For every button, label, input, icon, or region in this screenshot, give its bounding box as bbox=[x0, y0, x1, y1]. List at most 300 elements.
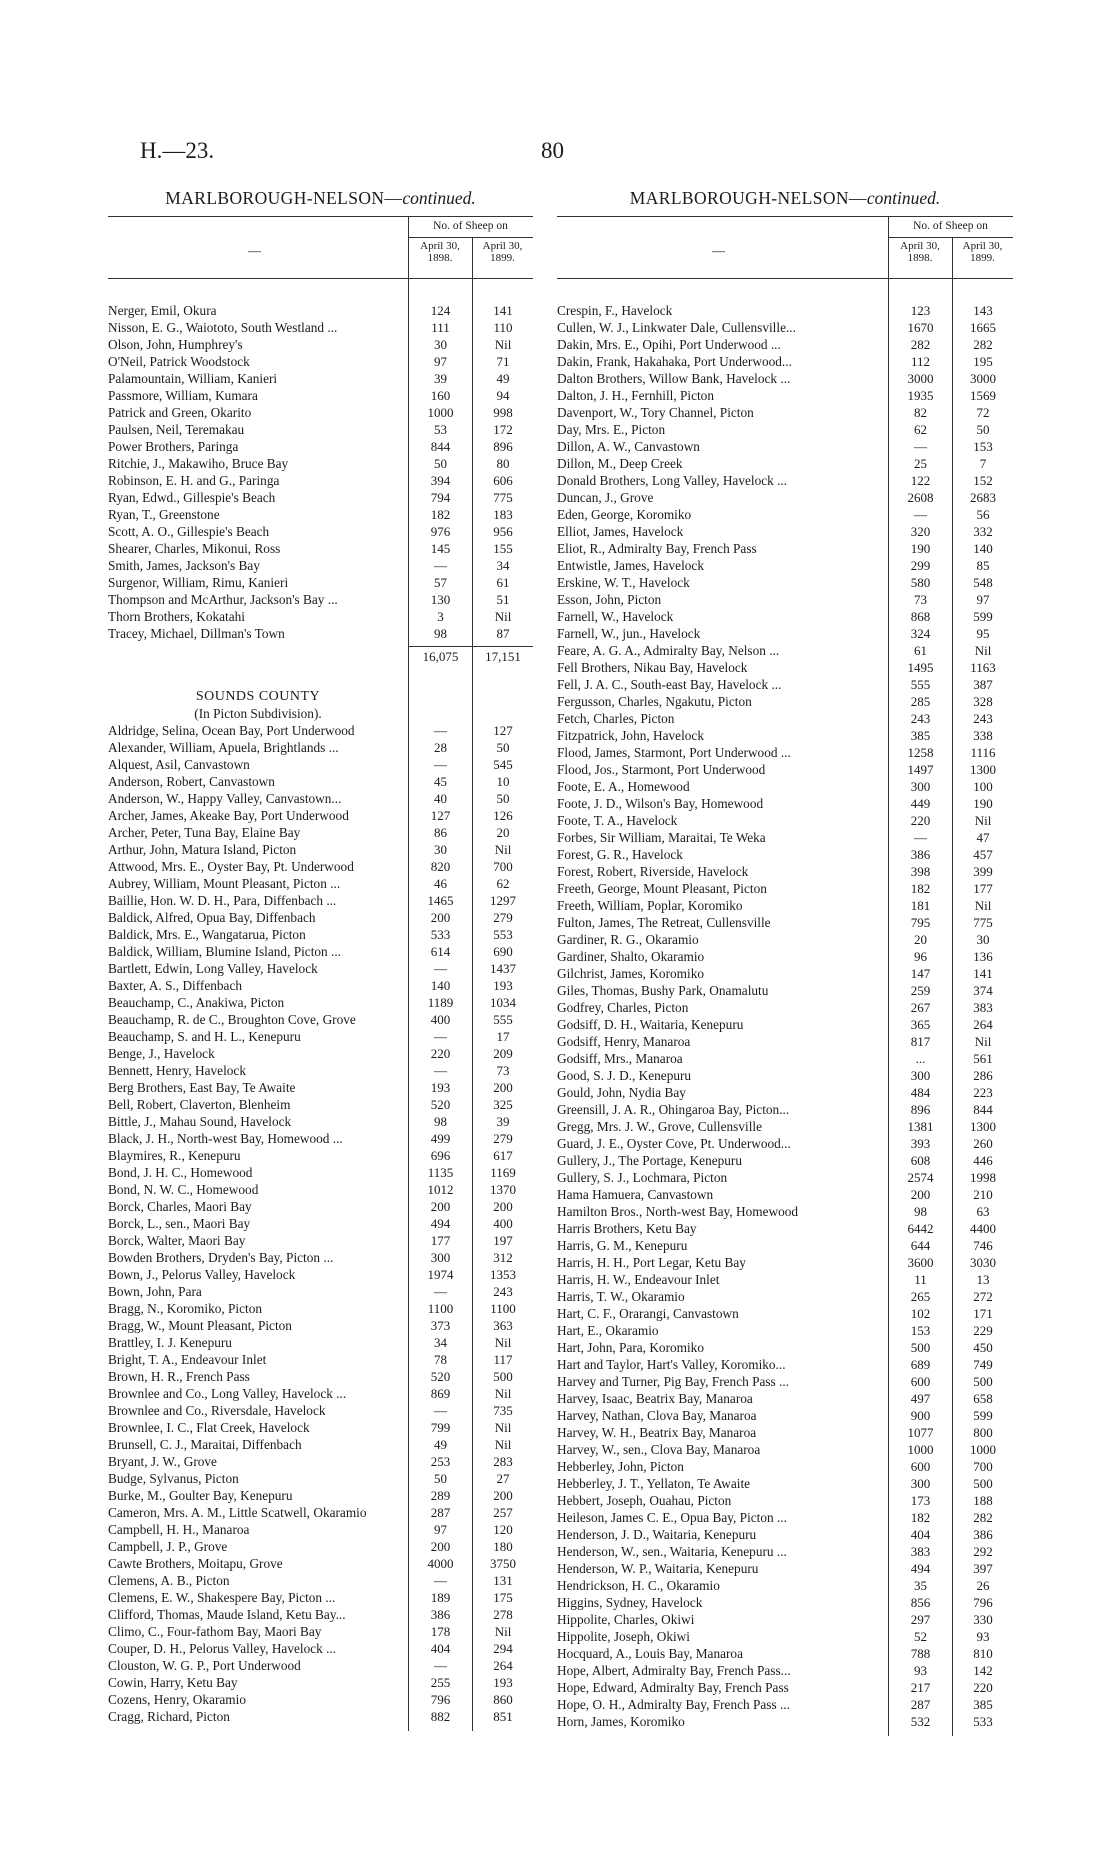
table-row bbox=[108, 472, 533, 489]
table-row bbox=[557, 659, 1013, 676]
table-row bbox=[557, 557, 1013, 574]
sheep-1899: 34 bbox=[496, 558, 510, 573]
owner-name: Brown, H. R., French Pass bbox=[108, 1369, 250, 1384]
sheep-1899: 1998 bbox=[970, 1170, 996, 1185]
sheep-1898: 86 bbox=[434, 825, 447, 840]
sheep-1899: Nil bbox=[974, 813, 992, 828]
owner-name: Campbell, J. P., Grove bbox=[108, 1539, 228, 1554]
sheep-1899: 117 bbox=[493, 1352, 513, 1367]
owner-name: Bragg, N., Koromiko, Picton bbox=[108, 1301, 263, 1316]
owner-name: Esson, John, Picton bbox=[557, 592, 662, 607]
owner-name: Paulsen, Neil, Teremakau bbox=[108, 422, 245, 437]
table-row bbox=[108, 1079, 533, 1096]
title-main: MARLBOROUGH-NELSON— bbox=[165, 188, 403, 208]
sheep-1899: 10 bbox=[496, 774, 510, 789]
table-row bbox=[557, 1424, 1013, 1441]
sheep-1898: 1189 bbox=[427, 995, 454, 1010]
owner-name: Erskine, W. T., Havelock bbox=[557, 575, 690, 590]
sheep-1898: 1000 bbox=[427, 405, 454, 420]
table-row bbox=[108, 1504, 533, 1521]
sheep-1898: 20 bbox=[914, 932, 927, 947]
table-row bbox=[557, 1492, 1013, 1509]
owner-name: Scott, A. O., Gillespie's Beach bbox=[108, 524, 270, 539]
sheep-1898: 300 bbox=[430, 1250, 451, 1265]
sheep-1899: 4400 bbox=[970, 1221, 996, 1236]
sheep-1899: 223 bbox=[973, 1085, 993, 1100]
sheep-1898: 124 bbox=[430, 303, 451, 318]
table-row bbox=[557, 1713, 1013, 1730]
sheep-1899: Nil bbox=[494, 1335, 512, 1350]
sheep-1898: 299 bbox=[910, 558, 931, 573]
sheep-1899: 312 bbox=[493, 1250, 513, 1265]
owner-name: Nerger, Emil, Okura bbox=[108, 303, 217, 318]
sheep-1898: 98 bbox=[914, 1204, 927, 1219]
sheep-1899: Nil bbox=[974, 643, 992, 658]
table-row bbox=[108, 1521, 533, 1538]
sheep-1899: 243 bbox=[973, 711, 993, 726]
sheep-1898: 532 bbox=[910, 1714, 931, 1729]
table-row bbox=[557, 1169, 1013, 1186]
table-row bbox=[108, 1045, 533, 1062]
sheep-1898: 78 bbox=[434, 1352, 447, 1367]
sheep-1898: — bbox=[434, 558, 447, 573]
owner-name: Dakin, Mrs. E., Opihi, Port Underwood ... bbox=[557, 337, 781, 352]
owner-name: Ryan, Edwd., Gillespie's Beach bbox=[108, 490, 276, 505]
table-row bbox=[557, 1526, 1013, 1543]
sheep-1898: 96 bbox=[914, 949, 927, 964]
sheep-1899: 555 bbox=[493, 1012, 513, 1027]
sheep-1899: 26 bbox=[976, 1578, 990, 1593]
sheep-1899: 385 bbox=[973, 1697, 993, 1712]
sheep-1899: 844 bbox=[973, 1102, 993, 1117]
table-row bbox=[557, 336, 1013, 353]
owner-name: Borck, Charles, Maori Bay bbox=[108, 1199, 252, 1214]
table-row bbox=[108, 1062, 533, 1079]
sheep-1898: 494 bbox=[430, 1216, 451, 1231]
table-row bbox=[108, 892, 533, 909]
owner-name: Gullery, S. J., Lochmara, Picton bbox=[557, 1170, 728, 1185]
sheep-1898: 62 bbox=[914, 422, 927, 437]
sheep-1898: — bbox=[914, 830, 927, 845]
owner-name: Forest, G. R., Havelock bbox=[557, 847, 683, 862]
col1-header bbox=[888, 240, 952, 264]
sheep-1898: 499 bbox=[430, 1131, 451, 1146]
table-row bbox=[108, 540, 533, 557]
sheep-1898: 289 bbox=[430, 1488, 451, 1503]
sheep-1898: 181 bbox=[910, 898, 931, 913]
table-row bbox=[557, 1101, 1013, 1118]
owner-name: Hippolite, Joseph, Okiwi bbox=[557, 1629, 690, 1644]
table-row bbox=[557, 1118, 1013, 1135]
owner-name: Archer, James, Akeake Bay, Port Underwood bbox=[108, 808, 349, 823]
sheep-1898: 200 bbox=[910, 1187, 931, 1202]
sheep-1899: 126 bbox=[493, 808, 513, 823]
table-row bbox=[557, 540, 1013, 557]
sheep-1899: 183 bbox=[493, 507, 513, 522]
owner-name: Greensill, J. A. R., Ohingaroa Bay, Picton... bbox=[557, 1102, 790, 1117]
table-row bbox=[557, 931, 1013, 948]
sheep-1898: — bbox=[914, 507, 927, 522]
column-rule bbox=[472, 279, 473, 1731]
sheep-1899: 599 bbox=[973, 1408, 993, 1423]
sheep-1898: 869 bbox=[430, 1386, 451, 1401]
table-row bbox=[557, 1135, 1013, 1152]
table-row bbox=[108, 302, 533, 319]
owner-name: Borck, Walter, Maori Bay bbox=[108, 1233, 246, 1248]
sheep-1899: 177 bbox=[973, 881, 993, 896]
owner-name: Fetch, Charles, Picton bbox=[557, 711, 675, 726]
owner-name: Gardiner, Shalto, Okaramio bbox=[557, 949, 705, 964]
sheep-1898: 287 bbox=[910, 1697, 931, 1712]
owner-name: Forest, Robert, Riverside, Havelock bbox=[557, 864, 749, 879]
sheep-1898: — bbox=[914, 439, 927, 454]
sheep-1899: 1116 bbox=[970, 745, 996, 760]
owner-name: Surgenor, William, Rimu, Kanieri bbox=[108, 575, 289, 590]
owner-name: Clouston, W. G. P., Port Underwood bbox=[108, 1658, 301, 1673]
sheep-1898: 122 bbox=[910, 473, 931, 488]
sheep-1899: 283 bbox=[493, 1454, 513, 1469]
sheep-1899: 446 bbox=[973, 1153, 993, 1168]
sheep-1899: 282 bbox=[973, 1510, 993, 1525]
sheep-1898: 57 bbox=[434, 575, 447, 590]
sheep-1899: 749 bbox=[973, 1357, 993, 1372]
table-row bbox=[557, 1475, 1013, 1492]
sheep-1898: 449 bbox=[910, 796, 931, 811]
sheep-1898: 1100 bbox=[427, 1301, 454, 1316]
sheep-1899: 7 bbox=[979, 456, 987, 471]
table-row bbox=[108, 557, 533, 574]
table-row bbox=[108, 807, 533, 824]
owner-name: Thompson and McArthur, Jackson's Bay ... bbox=[108, 592, 338, 607]
owner-name: Harris, H. H., Port Legar, Ketu Bay bbox=[557, 1255, 746, 1270]
sheep-1898: 35 bbox=[914, 1578, 927, 1593]
owner-name: Shearer, Charles, Mikonui, Ross bbox=[108, 541, 281, 556]
sheep-1899: 1353 bbox=[490, 1267, 516, 1282]
sheep-1899: 1297 bbox=[490, 893, 516, 908]
table-row bbox=[108, 739, 533, 756]
sheep-1899: 386 bbox=[973, 1527, 993, 1542]
sheep-1899: 257 bbox=[493, 1505, 513, 1520]
sheep-1899: 700 bbox=[493, 859, 513, 874]
table-row bbox=[108, 1572, 533, 1589]
sheep-1898: 1135 bbox=[427, 1165, 454, 1180]
owner-name: Alexander, William, Apuela, Brightlands ... bbox=[108, 740, 339, 755]
owner-name: Crespin, F., Havelock bbox=[557, 303, 673, 318]
owner-name: Henderson, J. D., Waitaria, Kenepuru bbox=[557, 1527, 757, 1542]
owner-name: Foote, T. A., Havelock bbox=[557, 813, 678, 828]
sheep-1898: — bbox=[434, 1284, 447, 1299]
table-row bbox=[108, 875, 533, 892]
sheep-1899: 51 bbox=[496, 592, 510, 607]
table-row bbox=[557, 625, 1013, 642]
table-row bbox=[557, 982, 1013, 999]
table-row bbox=[557, 1033, 1013, 1050]
owner-name: Ritchie, J., Makawiho, Bruce Bay bbox=[108, 456, 289, 471]
col1-year: 1898. bbox=[427, 252, 453, 264]
owner-name: Hart, John, Para, Koromiko bbox=[557, 1340, 704, 1355]
table-row bbox=[108, 1181, 533, 1198]
sheep-1899: 617 bbox=[493, 1148, 513, 1163]
table-row bbox=[557, 676, 1013, 693]
sheep-1899: 200 bbox=[493, 1080, 513, 1095]
sheep-1899: 400 bbox=[493, 1216, 513, 1231]
sheep-1898: — bbox=[434, 961, 447, 976]
sheep-1899: 860 bbox=[493, 1692, 513, 1707]
sheep-1899: 746 bbox=[973, 1238, 993, 1253]
owner-name: Bright, T. A., Endeavour Inlet bbox=[108, 1352, 267, 1367]
sheep-1899: 387 bbox=[973, 677, 993, 692]
owner-name: Dillon, M., Deep Creek bbox=[557, 456, 683, 471]
sheep-1898: 1012 bbox=[427, 1182, 454, 1197]
table-row bbox=[557, 438, 1013, 455]
table-row bbox=[108, 841, 533, 858]
table-row bbox=[557, 1067, 1013, 1084]
table-row bbox=[108, 1215, 533, 1232]
owner-name: Flood, Jos., Starmont, Port Underwood bbox=[557, 762, 766, 777]
sheep-1898: 300 bbox=[910, 779, 931, 794]
owner-name: Gullery, J., The Portage, Kenepuru bbox=[557, 1153, 743, 1168]
sheep-1898: 4000 bbox=[427, 1556, 454, 1571]
owner-name: Brownlee and Co., Long Valley, Havelock ... bbox=[108, 1386, 347, 1401]
sheep-1899: 1300 bbox=[970, 1119, 996, 1134]
column-rule bbox=[888, 279, 889, 1736]
sheep-1899: 294 bbox=[493, 1641, 513, 1656]
sheep-1899: 80 bbox=[496, 456, 510, 471]
sheep-1898: 394 bbox=[430, 473, 451, 488]
col2-label: April 30, bbox=[482, 240, 523, 252]
sheep-1899: Nil bbox=[494, 337, 512, 352]
sheep-1899: 229 bbox=[973, 1323, 993, 1338]
column-title bbox=[557, 188, 1013, 212]
total-1899: 17,151 bbox=[473, 646, 533, 668]
owner-name: Elliot, James, Havelock bbox=[557, 524, 684, 539]
sheep-1899: 3000 bbox=[970, 371, 996, 386]
sheep-1899: 72 bbox=[976, 405, 990, 420]
sheep-1898: — bbox=[434, 757, 447, 772]
sheep-1899: 50 bbox=[496, 791, 510, 806]
sheep-1898: 385 bbox=[910, 728, 931, 743]
sheep-1899: 690 bbox=[493, 944, 513, 959]
owner-name: Smith, James, Jackson's Bay bbox=[108, 558, 260, 573]
sheep-1898: 255 bbox=[430, 1675, 451, 1690]
table-row bbox=[108, 943, 533, 960]
sheep-1898: 220 bbox=[910, 813, 931, 828]
sheep-1899: 278 bbox=[493, 1607, 513, 1622]
owner-name: Forbes, Sir William, Maraitai, Te Weka bbox=[557, 830, 766, 845]
table-row bbox=[108, 1249, 533, 1266]
sheep-1899: 30 bbox=[976, 932, 990, 947]
sheep-1898: 297 bbox=[910, 1612, 931, 1627]
sheep-1898: 820 bbox=[430, 859, 451, 874]
table-row bbox=[557, 1288, 1013, 1305]
sheep-1898: 324 bbox=[910, 626, 931, 641]
table-row bbox=[108, 608, 533, 625]
sheep-1898: 365 bbox=[910, 1017, 931, 1032]
owner-name: Brownlee, I. C., Flat Creek, Havelock bbox=[108, 1420, 310, 1435]
table-row bbox=[108, 1623, 533, 1640]
sheep-1898: 200 bbox=[430, 910, 451, 925]
sheep-1899: 155 bbox=[493, 541, 513, 556]
owner-name: Bennett, Henry, Havelock bbox=[108, 1063, 246, 1078]
sheep-1899: 553 bbox=[493, 927, 513, 942]
sheep-1898: 386 bbox=[910, 847, 931, 862]
owner-name: Freeth, George, Mount Pleasant, Picton bbox=[557, 881, 767, 896]
owner-name: Clifford, Thomas, Maude Island, Ketu Bay... bbox=[108, 1607, 346, 1622]
owner-name: Beauchamp, C., Anakiwa, Picton bbox=[108, 995, 285, 1010]
sheep-1898: 799 bbox=[430, 1420, 451, 1435]
sheep-1898: 844 bbox=[430, 439, 451, 454]
owner-name: Gould, John, Nydia Bay bbox=[557, 1085, 686, 1100]
sheep-1899: 3750 bbox=[490, 1556, 516, 1571]
sheep-1898: — bbox=[434, 723, 447, 738]
table-row bbox=[557, 421, 1013, 438]
table-row bbox=[108, 1266, 533, 1283]
table-row bbox=[108, 1130, 533, 1147]
owner-name: Baillie, Hon. W. D. H., Para, Diffenbach ... bbox=[108, 893, 337, 908]
table-row bbox=[108, 1028, 533, 1045]
sheep-1898: 140 bbox=[430, 978, 451, 993]
col2-year: 1899. bbox=[970, 252, 995, 264]
owner-name: Giles, Thomas, Bushy Park, Onamalutu bbox=[557, 983, 769, 998]
owner-name: Horn, James, Koromiko bbox=[557, 1714, 685, 1729]
sheep-1898: 3000 bbox=[907, 371, 934, 386]
table-row bbox=[557, 574, 1013, 591]
table-row bbox=[557, 761, 1013, 778]
owner-name: Godsiff, D. H., Waitaria, Kenepuru bbox=[557, 1017, 744, 1032]
sheep-1898: 320 bbox=[910, 524, 931, 539]
owner-name: Good, S. J. D., Kenepuru bbox=[557, 1068, 692, 1083]
owner-name: Eden, George, Koromiko bbox=[557, 507, 692, 522]
table-row bbox=[557, 608, 1013, 625]
sheep-1899: Nil bbox=[974, 1034, 992, 1049]
sheep-1899: 200 bbox=[493, 1199, 513, 1214]
sheep-1899: 545 bbox=[493, 757, 513, 772]
sheep-1899: 94 bbox=[496, 388, 510, 403]
owner-name: Godfrey, Charles, Picton bbox=[557, 1000, 689, 1015]
table-row bbox=[557, 710, 1013, 727]
sheep-1898: 97 bbox=[434, 1522, 447, 1537]
table-row bbox=[557, 897, 1013, 914]
sheep-1899: Nil bbox=[494, 842, 512, 857]
owner-name: Harvey, Nathan, Clova Bay, Manaroa bbox=[557, 1408, 757, 1423]
col1-header bbox=[408, 240, 472, 264]
sheep-1898: 689 bbox=[910, 1357, 931, 1372]
sheep-1898: 882 bbox=[430, 1709, 451, 1724]
owner-name: Farnell, W., jun., Havelock bbox=[557, 626, 701, 641]
sheep-1898: 127 bbox=[430, 808, 451, 823]
owner-name: Baldick, William, Blumine Island, Picton ... bbox=[108, 944, 342, 959]
sheep-1899: 338 bbox=[973, 728, 993, 743]
sheep-1898: 30 bbox=[434, 842, 447, 857]
sheep-1899: 1569 bbox=[970, 388, 996, 403]
sheep-1899: 3030 bbox=[970, 1255, 996, 1270]
sheep-1899: 599 bbox=[973, 609, 993, 624]
owner-name: Bragg, W., Mount Pleasant, Picton bbox=[108, 1318, 292, 1333]
sheep-1899: 383 bbox=[973, 1000, 993, 1015]
sheep-1898: 788 bbox=[910, 1646, 931, 1661]
owner-name: Harvey, Isaac, Beatrix Bay, Manaroa bbox=[557, 1391, 753, 1406]
owner-name: Bittle, J., Mahau Sound, Havelock bbox=[108, 1114, 292, 1129]
sheep-1898: 614 bbox=[430, 944, 451, 959]
sheep-1899: 17 bbox=[496, 1029, 510, 1044]
col2-label: April 30, bbox=[962, 240, 1003, 252]
sheep-1899: 85 bbox=[976, 558, 990, 573]
table-row bbox=[557, 1220, 1013, 1237]
sheep-1899: Nil bbox=[494, 1437, 512, 1452]
table-row bbox=[108, 1283, 533, 1300]
owner-name: Cullen, W. J., Linkwater Dale, Cullensville... bbox=[557, 320, 796, 335]
sheep-1898: 61 bbox=[914, 643, 927, 658]
owner-name: Gregg, Mrs. J. W., Grove, Cullensville bbox=[557, 1119, 762, 1134]
sheep-1898: 373 bbox=[430, 1318, 451, 1333]
sheep-1898: 28 bbox=[434, 740, 447, 755]
sheep-1898: 386 bbox=[430, 1607, 451, 1622]
sheep-1898: 98 bbox=[434, 1114, 447, 1129]
sheep-1899: 264 bbox=[973, 1017, 993, 1032]
table-row bbox=[108, 858, 533, 875]
sheep-1898: 50 bbox=[434, 1471, 447, 1486]
table-row bbox=[557, 1458, 1013, 1475]
table-row bbox=[557, 1186, 1013, 1203]
header-dash: — bbox=[712, 243, 725, 258]
sheep-1899: 851 bbox=[493, 1709, 513, 1724]
table-row bbox=[108, 1385, 533, 1402]
sheep-1899: 374 bbox=[973, 983, 993, 998]
owner-name: Alquest, Asil, Canvastown bbox=[108, 757, 250, 772]
col1-year: 1898. bbox=[907, 252, 933, 264]
owner-name: Beauchamp, S. and H. L., Kenepuru bbox=[108, 1029, 301, 1044]
owner-name: Passmore, William, Kumara bbox=[108, 388, 258, 403]
sheep-1899: 1100 bbox=[490, 1301, 516, 1316]
owner-name: Nisson, E. G., Waiototo, South Westland ... bbox=[108, 320, 338, 335]
owner-name: Baldick, Alfred, Opua Bay, Diffenbach bbox=[108, 910, 316, 925]
left-table-body bbox=[108, 302, 533, 1725]
table-row bbox=[557, 1611, 1013, 1628]
table-row bbox=[108, 1470, 533, 1487]
owner-name: Gilchrist, James, Koromiko bbox=[557, 966, 704, 981]
sheep-1899: 328 bbox=[973, 694, 993, 709]
sheep-1899: 800 bbox=[973, 1425, 993, 1440]
page-number: 80 bbox=[541, 138, 564, 163]
table-row bbox=[108, 1317, 533, 1334]
sheep-1898: 45 bbox=[434, 774, 447, 789]
sheep-1898: 82 bbox=[914, 405, 927, 420]
table-row bbox=[108, 1436, 533, 1453]
sheep-1898: 178 bbox=[430, 1624, 451, 1639]
sheep-1898: 404 bbox=[430, 1641, 451, 1656]
table-row bbox=[108, 1198, 533, 1215]
table-row bbox=[557, 1543, 1013, 1560]
sheep-1899: 700 bbox=[973, 1459, 993, 1474]
owner-name: Brunsell, C. J., Maraitai, Diffenbach bbox=[108, 1437, 302, 1452]
table-row bbox=[557, 744, 1013, 761]
sheep-1898: 217 bbox=[910, 1680, 931, 1695]
owner-name: Fergusson, Charles, Ngakutu, Picton bbox=[557, 694, 752, 709]
sheep-1899: 27 bbox=[496, 1471, 510, 1486]
table-header bbox=[557, 216, 1013, 279]
sheep-1899: 141 bbox=[493, 303, 513, 318]
owner-name: Guard, J. E., Oyster Cove, Pt. Underwood... bbox=[557, 1136, 791, 1151]
sheep-1899: 998 bbox=[493, 405, 513, 420]
sheep-1899: 87 bbox=[496, 626, 510, 641]
table-row bbox=[108, 1334, 533, 1351]
sheep-1898: — bbox=[434, 1573, 447, 1588]
sheep-count-label: No. of Sheep on bbox=[913, 220, 988, 232]
owner-name: Day, Mrs. E., Picton bbox=[557, 422, 666, 437]
sheep-1898: 795 bbox=[910, 915, 931, 930]
owner-name: Burke, M., Goulter Bay, Kenepuru bbox=[108, 1488, 293, 1503]
table-row bbox=[108, 824, 533, 841]
